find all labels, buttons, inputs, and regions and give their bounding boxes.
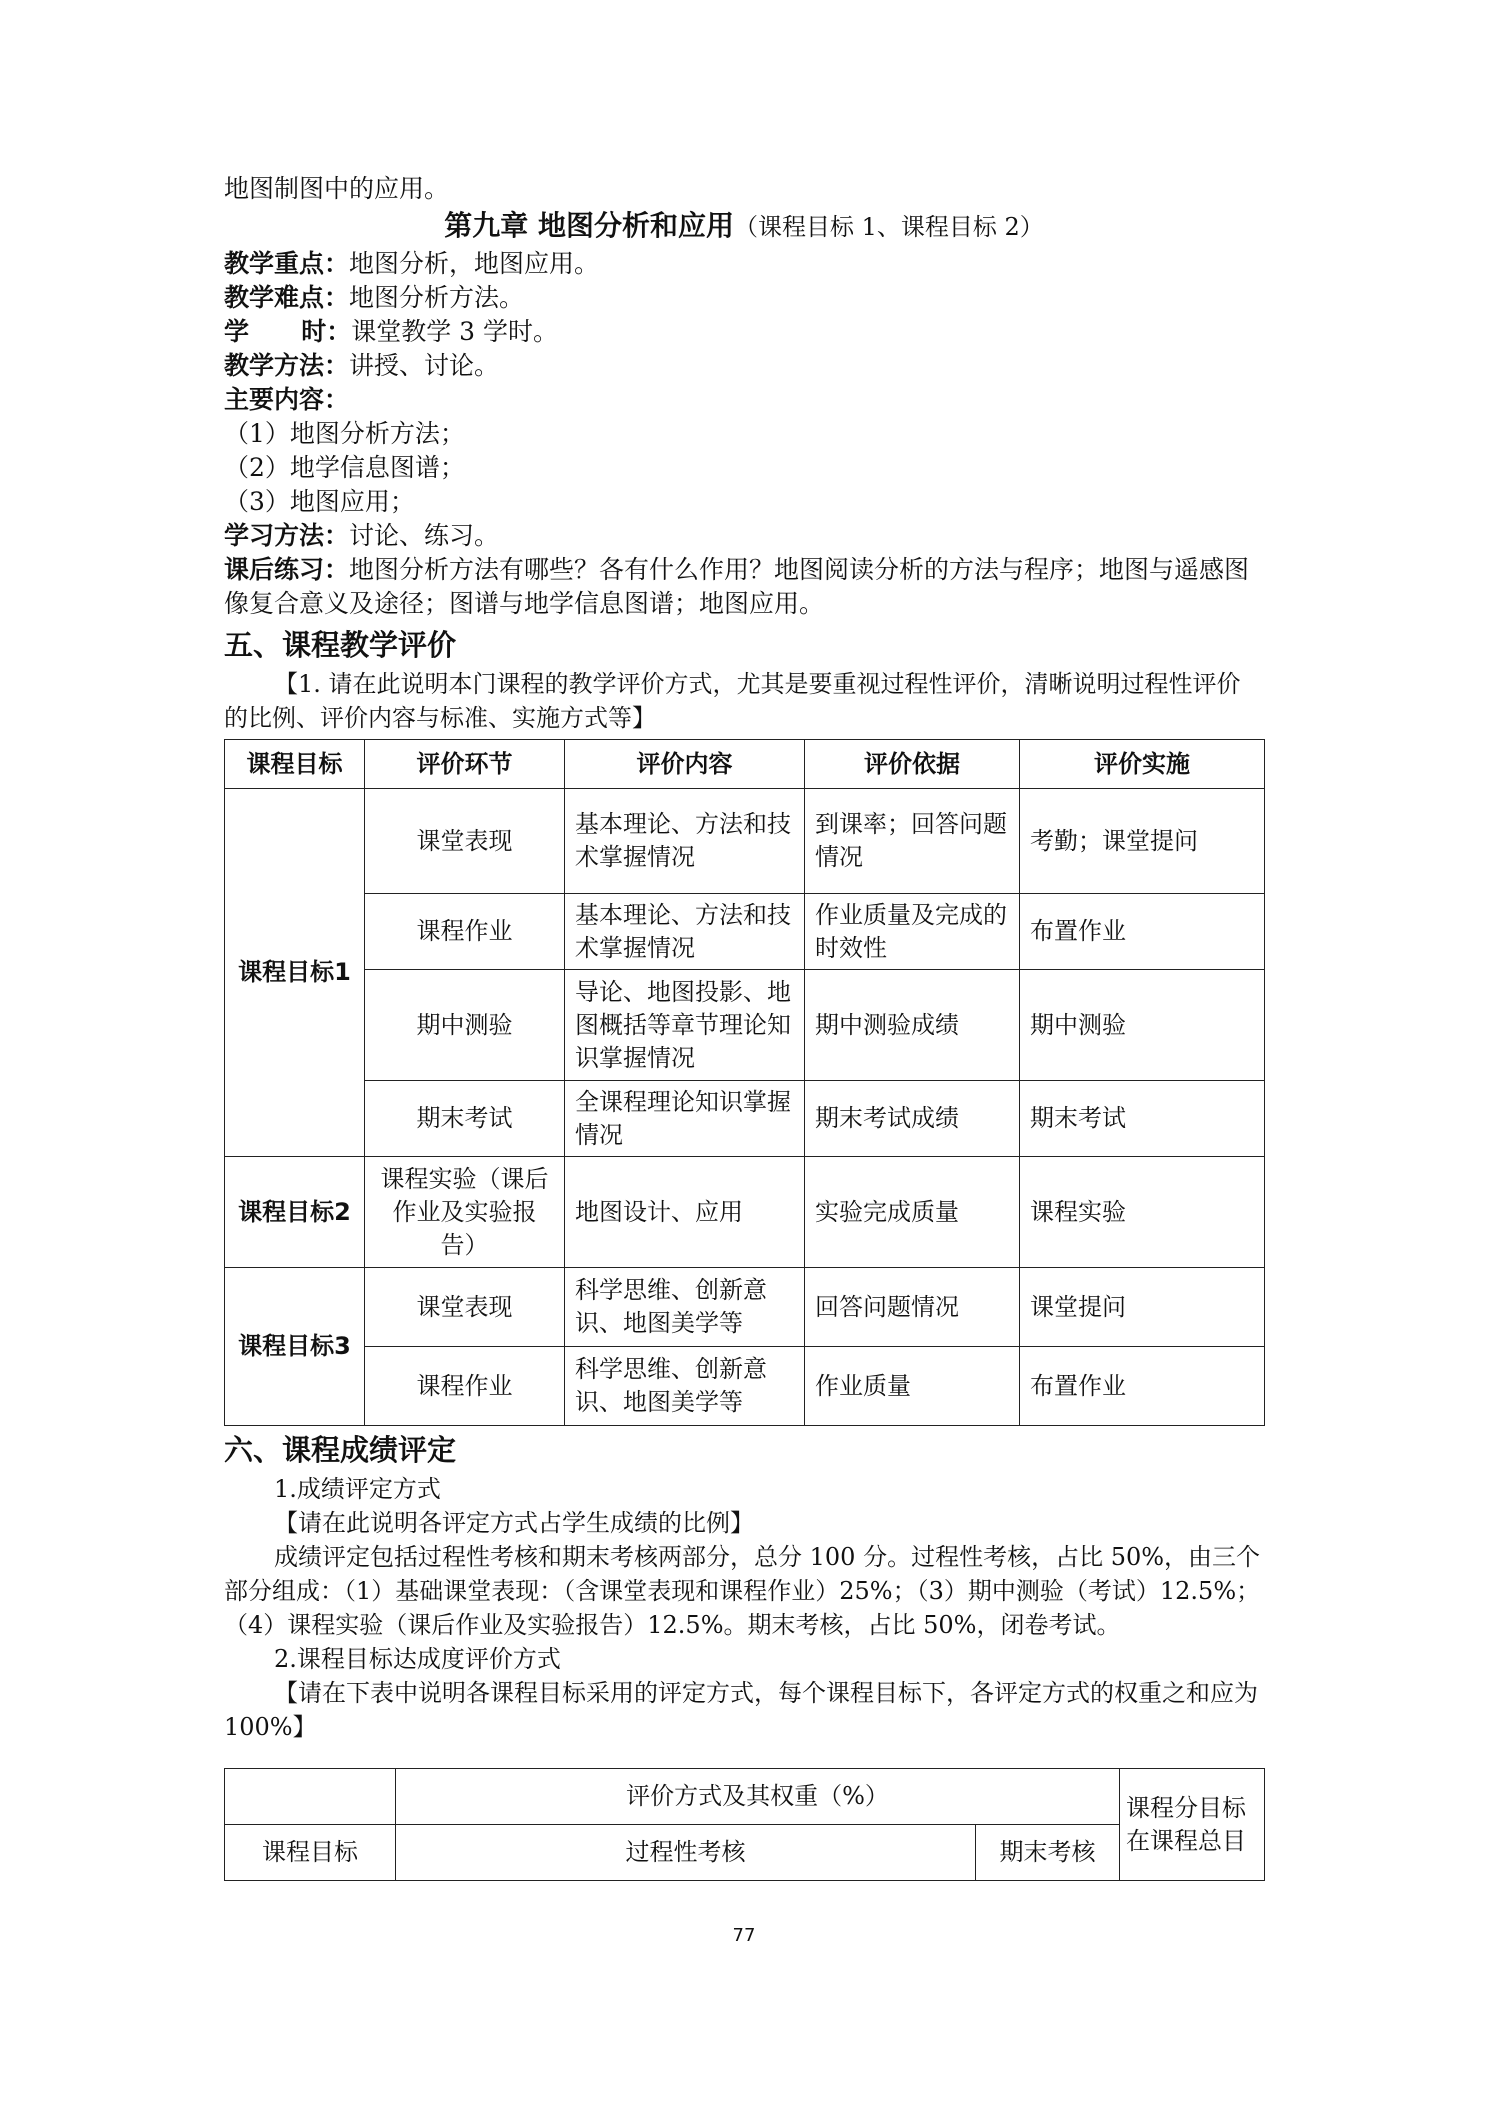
table-cell: 课堂表现 [365, 1268, 565, 1347]
table-header: 评价依据 [805, 740, 1020, 789]
table-row [225, 1769, 1265, 1825]
table-header: 评价内容 [565, 740, 805, 789]
goal-weight-table [224, 1768, 1265, 1881]
sub-heading-1: 1.成绩评定方式 [274, 1475, 441, 1503]
goal-cell: 课程目标1 [225, 789, 365, 1157]
table-cell: 课堂提问 [1020, 1268, 1265, 1347]
evaluation-table [224, 739, 1265, 1426]
table-cell: 作业质量及完成的时效性 [805, 894, 1020, 970]
exercise: 课后练习：地图分析方法有哪些？各有什么作用？地图阅读分析的方法与程序；地图与遥感图像复合意义及途径；图谱与地学信息图谱；地图应用。 [224, 555, 1250, 618]
table-cell: 期末考试 [365, 1081, 565, 1157]
table-cell: 基本理论、方法和技术掌握情况 [565, 789, 805, 894]
table-cell: 到课率；回答问题情况 [805, 789, 1020, 894]
table-cell: 科学思维、创新意识、地图美学等 [565, 1268, 805, 1347]
table-cell: 期中测验 [365, 970, 565, 1081]
table-row [225, 1347, 1265, 1426]
field-method: 教学方法：讲授、讨论。 [224, 351, 500, 380]
section6-instruction-1: 【请在此说明各评定方式占学生成绩的比例】 [274, 1509, 754, 1537]
section5-heading: 五、课程教学评价 [224, 628, 457, 662]
table-cell: 课程实验 [1020, 1157, 1265, 1268]
table-cell: 回答问题情况 [805, 1268, 1020, 1347]
field-difficulties: 教学难点：地图分析方法。 [224, 283, 525, 312]
page-body [224, 172, 1264, 1744]
table-cell: 地图设计、应用 [565, 1157, 805, 1268]
table-cell [225, 1769, 396, 1825]
table-cell: 课程作业 [365, 1347, 565, 1426]
final-header: 期末考核 [976, 1825, 1120, 1881]
section6-paragraph: 成绩评定包括过程性考核和期末考核两部分，总分 100 分。过程性考核，占比 50%，由三个部分组成：（1）基础课堂表现：（含课堂表现和课程作业）25%；（3）期中测验（考试）12.5%；（4）课程实验（课后作业及实验报告）12.5%。期末考核，占比 50%，闭卷考试。 [224, 1543, 1261, 1639]
section6-instruction-2: 【请在下表中说明各课程目标采用的评定方式，每个课程目标下，各评定方式的权重之和应为 100%】 [224, 1679, 1258, 1741]
section5-instruction: 【1. 请在此说明本门课程的教学评价方式，尤其是要重视过程性评价，清晰说明过程性评价的比例、评价内容与标准、实施方式等】 [224, 670, 1241, 732]
table-row [225, 970, 1265, 1081]
table-cell: 布置作业 [1020, 1347, 1265, 1426]
content-item: （3）地图应用； [224, 487, 415, 516]
content-item: （2）地学信息图谱； [224, 453, 465, 482]
field-main-content: 主要内容： [224, 385, 350, 414]
table-cell: 课堂表现 [365, 789, 565, 894]
table-row [225, 1157, 1265, 1268]
table-cell: 科学思维、创新意识、地图美学等 [565, 1347, 805, 1426]
goal-cell: 课程目标3 [225, 1268, 365, 1426]
table-row [225, 1081, 1265, 1157]
table-row [225, 1825, 1265, 1881]
table-row [225, 789, 1265, 894]
weights-header: 评价方式及其权重（%） [396, 1769, 1120, 1825]
table-cell: 导论、地图投影、地图概括等章节理论知识掌握情况 [565, 970, 805, 1081]
goal-col-header: 课程目标 [225, 1825, 396, 1881]
table-cell: 实验完成质量 [805, 1157, 1020, 1268]
chapter-goals: （课程目标 1、课程目标 2） [733, 213, 1044, 241]
sub-heading-2: 2.课程目标达成度评价方式 [274, 1645, 561, 1673]
share-header: 课程分目标在课程总目 [1120, 1769, 1265, 1881]
table-header-row [225, 740, 1265, 789]
table-header: 评价环节 [365, 740, 565, 789]
process-header: 过程性考核 [396, 1825, 976, 1881]
content-item: （1）地图分析方法； [224, 419, 465, 448]
table-row [225, 894, 1265, 970]
table-cell: 作业质量 [805, 1347, 1020, 1426]
table-cell: 基本理论、方法和技术掌握情况 [565, 894, 805, 970]
table-row [225, 1268, 1265, 1347]
table-cell: 课程作业 [365, 894, 565, 970]
page-number: 77 [732, 1925, 756, 1946]
goal-cell: 课程目标2 [225, 1157, 365, 1268]
table-cell: 期末考试成绩 [805, 1081, 1020, 1157]
section6-heading: 六、课程成绩评定 [224, 1433, 457, 1467]
table-cell: 布置作业 [1020, 894, 1265, 970]
study-method: 学习方法：讨论、练习。 [224, 521, 500, 550]
field-hours: 学 时：课堂教学 3 学时。 [224, 317, 559, 346]
chapter-title: 第九章 地图分析和应用 [444, 209, 734, 242]
intro-tail: 地图制图中的应用。 [224, 174, 450, 203]
chapter-heading [224, 206, 1264, 247]
table-cell: 期末考试 [1020, 1081, 1265, 1157]
table-header: 评价实施 [1020, 740, 1265, 789]
table-cell: 课程实验（课后作业及实验报告） [365, 1157, 565, 1268]
table-cell: 考勤；课堂提问 [1020, 789, 1265, 894]
table-cell: 全课程理论知识掌握情况 [565, 1081, 805, 1157]
table-cell: 期中测验 [1020, 970, 1265, 1081]
field-key-points: 教学重点：地图分析，地图应用。 [224, 249, 600, 278]
table-header: 课程目标 [225, 740, 365, 789]
table-cell: 期中测验成绩 [805, 970, 1020, 1081]
